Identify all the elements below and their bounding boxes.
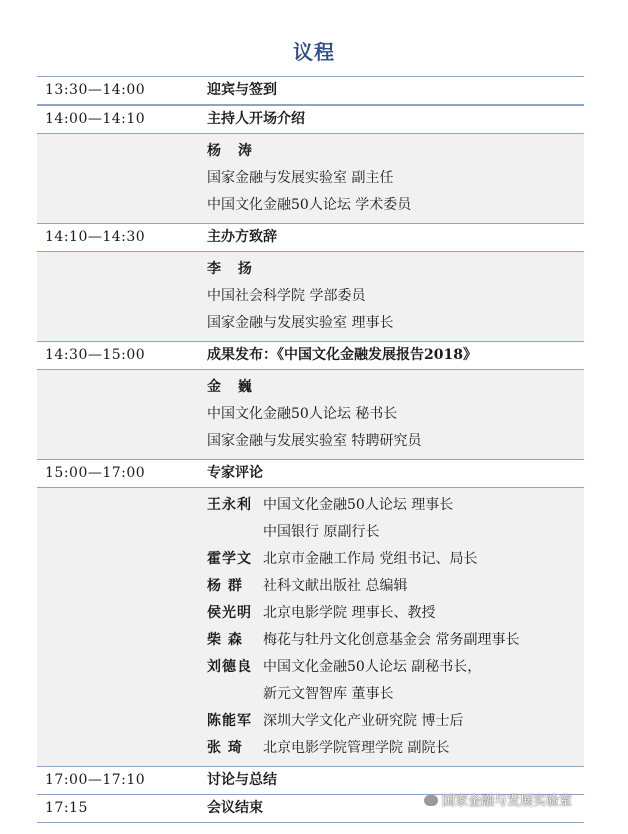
- session-topic: 主持人开场介绍: [207, 111, 305, 127]
- session-time: 15:00—17:00: [45, 465, 146, 481]
- panelist-name: 侯光明: [207, 605, 252, 621]
- panelist: [37, 492, 584, 519]
- panelist-name: 杨 群: [207, 578, 243, 594]
- agenda-row: [37, 76, 584, 105]
- speaker-role: 国家金融与发展实验室 副主任: [207, 170, 394, 186]
- session-time: 17:00—17:10: [45, 772, 146, 788]
- panelist-name: 王永利: [207, 497, 252, 513]
- panelist-role: 北京市金融工作局 党组书记、局长: [263, 551, 478, 567]
- panel-block: [37, 488, 584, 766]
- panelist-name: 霍学文: [207, 551, 252, 567]
- agenda-row: [37, 341, 584, 370]
- panelist: [37, 546, 584, 573]
- panelist-role: 北京电影学院 理事长、教授: [263, 605, 436, 621]
- panelist-role: 新元文智智库 董事长: [263, 686, 394, 702]
- panelist: [37, 708, 584, 735]
- agenda-row: [37, 459, 584, 488]
- watermark: [424, 790, 572, 809]
- speaker-name: 杨 涛: [207, 143, 258, 159]
- wechat-icon: [424, 795, 438, 806]
- panelist-role: 北京电影学院管理学院 副院长: [263, 740, 450, 756]
- panelist-role: 中国文化金融50人论坛 副秘书长，: [263, 659, 482, 675]
- speaker-role: 中国文化金融50人论坛 学术委员: [207, 197, 412, 213]
- panelist: [37, 519, 584, 546]
- panelist-name: 张 琦: [207, 740, 243, 756]
- speaker-block: [37, 370, 584, 459]
- panelist: [37, 735, 584, 762]
- session-time: 17:15: [45, 800, 88, 816]
- session-topic: 迎宾与签到: [207, 82, 277, 98]
- panelist-role: 中国银行 原副行长: [263, 524, 380, 540]
- agenda-row: [37, 105, 584, 134]
- panelist: [37, 627, 584, 654]
- session-time: 14:30—15:00: [45, 347, 146, 363]
- panelist: [37, 654, 584, 681]
- panelist: [37, 681, 584, 708]
- session-topic: 专家评论: [207, 465, 263, 481]
- session-topic: 主办方致辞: [207, 229, 277, 245]
- speaker-name: 李 扬: [207, 261, 258, 277]
- panelist-role: 深圳大学文化产业研究院 博士后: [263, 713, 464, 729]
- speaker-role: 国家金融与发展实验室 理事长: [207, 315, 394, 331]
- panelist-role: 中国文化金融50人论坛 理事长: [263, 497, 454, 513]
- agenda-row: [37, 223, 584, 252]
- panelist: [37, 600, 584, 627]
- speaker-role: 中国文化金融50人论坛 秘书长: [207, 406, 398, 422]
- watermark-text: 国家金融与发展实验室: [441, 794, 572, 809]
- session-topic: 成果发布：《中国文化金融发展报告2018》: [207, 347, 477, 363]
- panelist: [37, 573, 584, 600]
- session-time: 13:30—14:00: [45, 82, 146, 98]
- speaker-role: 国家金融与发展实验室 特聘研究员: [207, 433, 422, 449]
- speaker-name: 金 巍: [207, 379, 258, 395]
- session-topic: 会议结束: [207, 800, 263, 816]
- speaker-block: [37, 134, 584, 223]
- panelist-name: 刘德良: [207, 659, 252, 675]
- panelist-role: 梅花与牡丹文化创意基金会 常务副理事长: [263, 632, 520, 648]
- panelist-name: 陈能军: [207, 713, 252, 729]
- session-time: 14:10—14:30: [45, 229, 146, 245]
- agenda-table: [37, 76, 584, 823]
- panelist-role: 社科文献出版社 总编辑: [263, 578, 408, 594]
- speaker-block: [37, 252, 584, 341]
- session-topic: 讨论与总结: [207, 772, 277, 788]
- page-title: 议程: [293, 40, 335, 64]
- panelist-name: 柴 森: [207, 632, 243, 648]
- session-time: 14:00—14:10: [45, 111, 146, 127]
- speaker-role: 中国社会科学院 学部委员: [207, 288, 366, 304]
